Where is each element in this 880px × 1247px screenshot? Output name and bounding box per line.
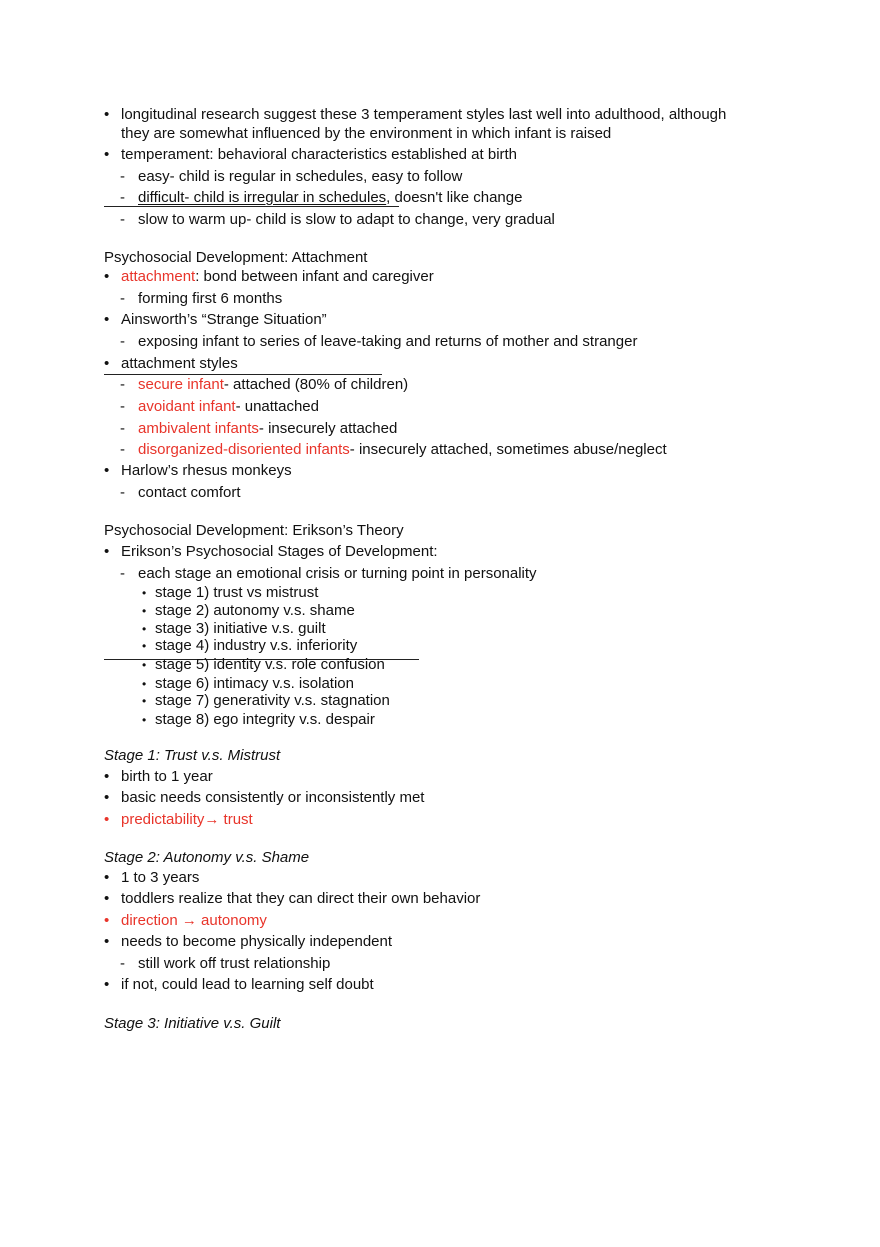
dash-marker: - [120,565,125,582]
stage-text: stage 1) trust vs mistrust [155,584,319,601]
bullet-marker: • [142,677,147,691]
bullet-marker: • [142,586,147,600]
dash-text: contact comfort [138,484,241,501]
dash-marker: - [120,290,125,307]
dash-text: exposing infant to series of leave-taking and returns of mother and stranger [138,333,638,350]
dash-marker: - [120,420,125,437]
bullet-text: they are somewhat influenced by the environment in which infant is raised [121,125,612,142]
bullet-marker: • [142,604,147,618]
dash-text: slow to warm up- child is slow to adapt to change, very gradual [138,211,555,228]
stage3-heading: Stage 3: Initiative v.s. Guilt [104,1015,281,1032]
dash-marker: - [120,441,125,458]
bullet-text: toddlers realize that they can direct their own behavior [121,890,481,907]
bullet-text: 1 to 3 years [121,869,200,886]
highlight-term: attachment [121,268,196,285]
dash-text [138,376,408,394]
bullet-marker: • [104,146,110,163]
bullet-marker: • [104,268,110,285]
text-rest: - attached (80% of children) [223,376,409,393]
highlight-term: disorganized-disoriented infants [138,441,350,458]
text-rest: - insecurely attached [258,420,398,437]
bullet-marker: • [142,694,147,708]
bullet-text: basic needs consistently or inconsistently met [121,789,425,806]
hand-drawn-rule [104,374,382,375]
dash-marker: - [120,484,125,501]
bullet-marker: • [104,912,110,929]
bullet-text [121,268,434,286]
dash-text: forming first 6 months [138,290,283,307]
attachment-heading: Psychosocial Development: Attachment [104,249,368,266]
bullet-text: needs to become physically independent [121,933,393,950]
bullet-marker: • [104,462,110,479]
bullet-text: birth to 1 year [121,768,213,785]
highlight-term: avoidant infant [138,398,236,415]
dash-text: still work off trust relationship [138,955,331,972]
stage-text: stage 5) identity v.s. role confusion [155,656,385,673]
bullet-text: predictability→ trust [121,811,253,828]
stage-text: stage 7) generativity v.s. stagnation [155,692,390,709]
dash-marker: - [120,333,125,350]
bullet-marker: • [142,658,147,672]
text-rest: : bond between infant and caregiver [195,268,434,285]
text-rest: , doesn't like change [386,189,523,206]
bullet-marker: • [104,789,110,806]
dash-text [138,420,397,438]
bullet-marker: • [104,355,110,372]
dash-marker: - [120,211,125,228]
dash-marker: - [120,955,125,972]
bullet-marker: • [104,311,110,328]
bullet-text: if not, could lead to learning self doubt [121,976,374,993]
bullet-text: attachment styles [121,355,238,372]
text-rest: - unattached [235,398,319,415]
bullet-marker: • [104,811,110,828]
bullet-text: Harlow’s rhesus monkeys [121,462,292,479]
bullet-marker: • [104,976,110,993]
stage-text: stage 2) autonomy v.s. shame [155,602,355,619]
dash-text [138,189,522,207]
stage-text: stage 4) industry v.s. inferiority [155,637,358,654]
bullet-marker: • [104,106,110,123]
stage1-heading: Stage 1: Trust v.s. Mistrust [104,747,281,764]
bullet-marker: • [104,890,110,907]
highlight-term: secure infant [138,376,224,393]
hand-drawn-rule [104,206,399,207]
stage-text: stage 3) initiative v.s. guilt [155,620,326,637]
bullet-marker: • [104,768,110,785]
bullet-marker: • [142,639,147,653]
dash-text: each stage an emotional crisis or turning point in personality [138,565,537,582]
bullet-marker: • [142,622,147,636]
dash-text [138,441,667,459]
bullet-text: Erikson’s Psychosocial Stages of Development: [121,543,438,560]
bullet-marker: • [104,543,110,560]
dash-marker: - [120,189,125,206]
bullet-text: direction → autonomy [121,912,267,929]
bullet-marker: • [104,933,110,950]
bullet-text: Ainsworth’s “Strange Situation” [121,311,327,328]
underlined-text: difficult- child is irregular in schedules [138,189,387,206]
stage-text: stage 8) ego integrity v.s. despair [155,711,375,728]
dash-marker: - [120,398,125,415]
dash-text [138,398,319,416]
stage2-heading: Stage 2: Autonomy v.s. Shame [104,849,310,866]
bullet-marker: • [142,713,147,727]
highlight-term: ambivalent infants [138,420,259,437]
dash-text: easy- child is regular in schedules, easy to follow [138,168,463,185]
dash-marker: - [120,376,125,393]
dash-marker: - [120,168,125,185]
bullet-text: longitudinal research suggest these 3 temperament styles last well into adulthood, although [121,106,727,123]
bullet-marker: • [104,869,110,886]
erikson-heading: Psychosocial Development: Erikson’s Theory [104,522,404,539]
bullet-text: temperament: behavioral characteristics established at birth [121,146,518,163]
stage-text: stage 6) intimacy v.s. isolation [155,675,354,692]
text-rest: - insecurely attached, sometimes abuse/neglect [349,441,667,458]
